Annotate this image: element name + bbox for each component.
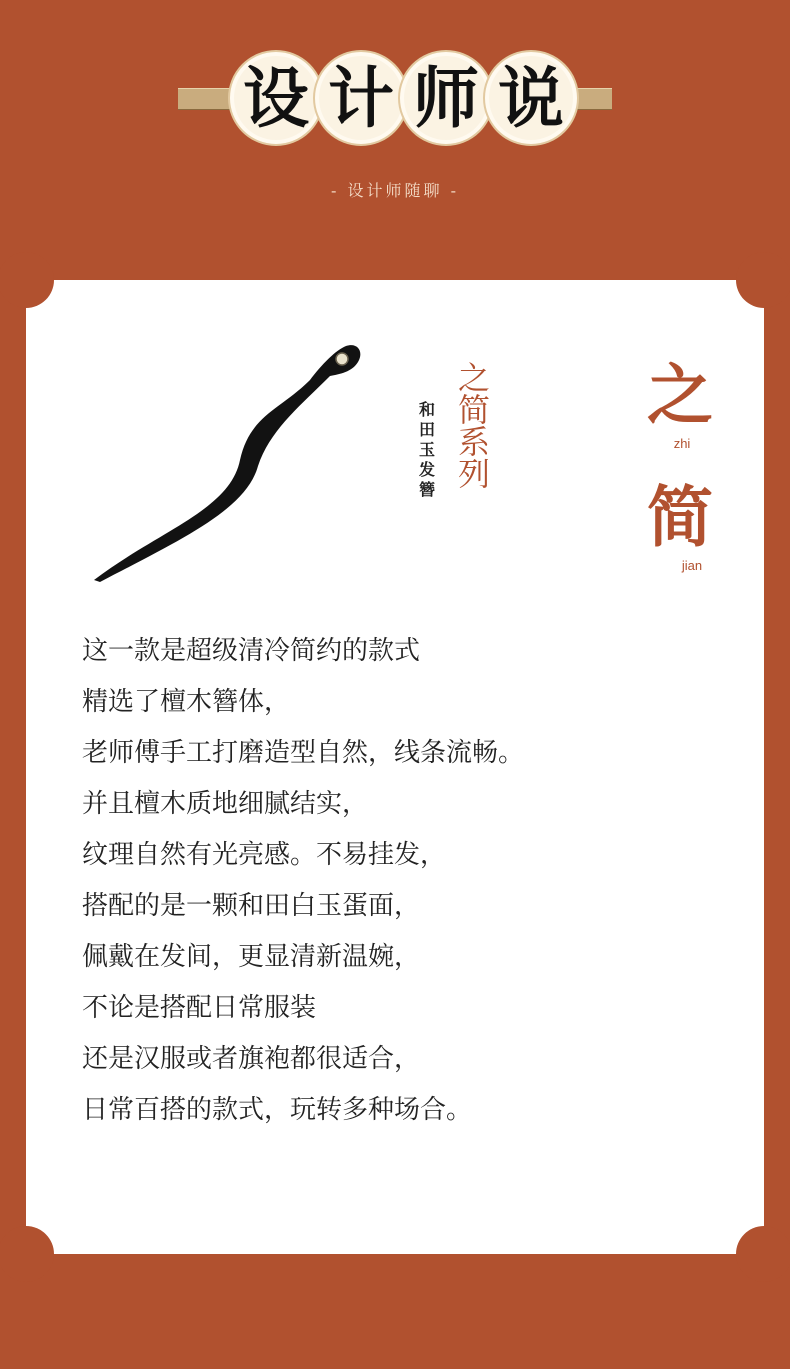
card-corner-notch [736, 252, 790, 308]
description-line: 不论是搭配日常服装 [82, 993, 317, 1023]
card-corner-notch [0, 252, 54, 308]
description-line: 纹理自然有光亮感。不易挂发， [82, 840, 447, 870]
description-line: 搭配的是一颗和田白玉蛋面， [82, 891, 421, 921]
series-char: 系 [457, 423, 490, 461]
description-line: 精选了檀木簪体， [82, 687, 291, 717]
title-char-3: 师 [398, 50, 494, 146]
description [82, 626, 742, 1136]
description-line: 这一款是超级清冷简约的款式 [82, 636, 421, 666]
product-name-char: 田 [418, 420, 435, 439]
series-mark-char-jian: 简 [647, 478, 713, 556]
product-name-char: 发 [418, 460, 435, 479]
product-name-char: 和 [418, 400, 435, 419]
card-corner-notch [736, 1226, 790, 1282]
description-line: 并且檀木质地细腻结实， [82, 789, 369, 819]
product-name-char: 玉 [418, 440, 435, 459]
description-line: 佩戴在发间，更显清新温婉， [82, 942, 421, 972]
title-banner [0, 50, 790, 150]
series-char: 之 [457, 359, 490, 397]
series-mark-char-zhi: 之 [647, 356, 713, 434]
title-char-4: 说 [483, 50, 579, 146]
title-char-1: 设 [228, 50, 324, 146]
description-line: 日常百搭的款式，玩转多种场合。 [82, 1095, 473, 1125]
pinyin-zhi: zhi [673, 436, 691, 451]
card-corner-notch [0, 1226, 54, 1282]
description-line: 老师傅手工打磨造型自然，线条流畅。 [82, 738, 525, 768]
product-name-vertical [416, 400, 438, 500]
series-char: 简 [457, 391, 490, 429]
series-char: 列 [457, 455, 490, 493]
pinyin-jian: jian [681, 558, 703, 573]
product-name-char: 簪 [418, 480, 435, 499]
content-card [26, 280, 764, 1254]
hairpin-image [90, 340, 370, 590]
subtitle: - 设计师随聊 - [331, 181, 459, 200]
series-label-vertical [456, 359, 492, 493]
title-char-2: 计 [313, 50, 409, 146]
description-line: 还是汉服或者旗袍都很适合， [82, 1044, 421, 1074]
